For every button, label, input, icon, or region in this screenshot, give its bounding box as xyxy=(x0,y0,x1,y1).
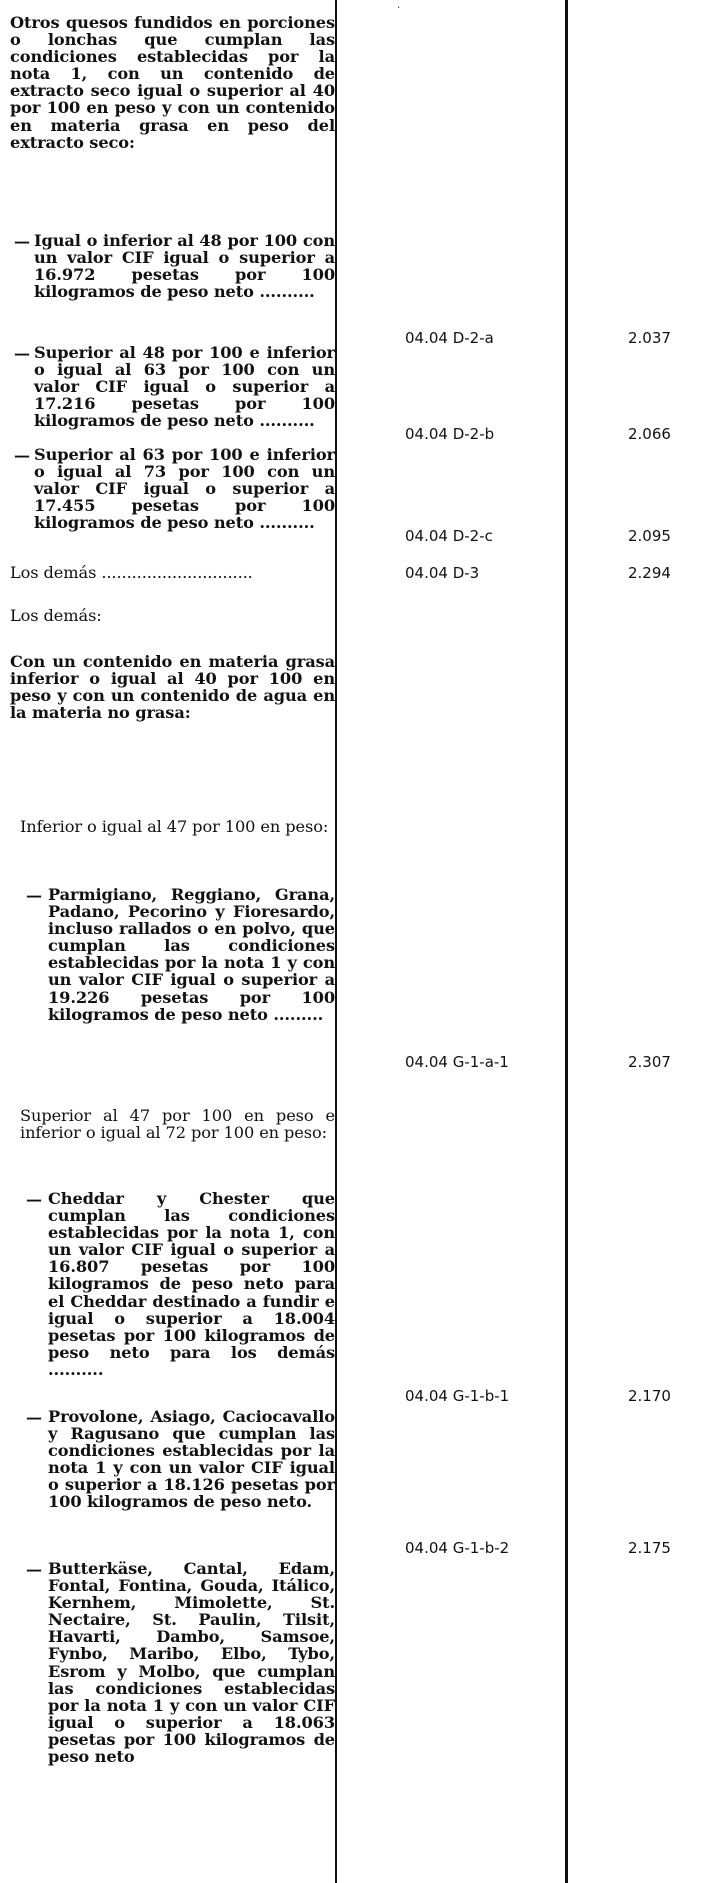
entry-text: Provolone, Asiago, Caciocavallo y Ragusano que cumplan las condiciones establecidas por la nota 1 y con un valor CIF igual o superior a 18.126 pesetas por 100 kilogramos de peso neto. xyxy=(48,1407,335,1512)
entry-text: Otros quesos fundidos en porciones o lonchas que cumplan las condiciones establecidas por la nota 1, con un contenido de extracto seco igual o superior al 40 por 100 en peso y con un contenido en materia grasa en peso del extracto seco: xyxy=(10,13,335,152)
duty-amount: 2.066 xyxy=(628,425,671,443)
entry-igual-inferior-48 xyxy=(34,232,335,300)
tariff-code: 04.04 D-3 xyxy=(405,564,480,582)
entry-text: Inferior o igual al 47 por 100 en peso: xyxy=(20,817,329,836)
tariff-code: 04.04 D-2-a xyxy=(405,329,494,347)
duty-amount: 2.095 xyxy=(628,527,671,545)
entry-text: Cheddar y Chester que cumplan las condiciones establecidas por la nota 1, con un valor CIF igual o superior a 16.807 pesetas por 100 kilogramos de peso neto para el Cheddar destinado a fundir e igual o superior a 18.004 pesetas por 100 kilogramos de peso neto para los demás .......... xyxy=(48,1189,335,1379)
dash-icon: — xyxy=(26,1190,42,1209)
entry-otros-quesos-fundidos xyxy=(10,14,335,151)
column-rule-right xyxy=(565,0,568,1883)
entry-text: Butterkäse, Cantal, Edam, Fontal, Fontina, Gouda, Itálico, Kernhem, Mimolette, St. Nectaire, St. Paulin, Tilsit, Havarti, Dambo, Samsoe, Fynbo, Maribo, Elbo, Tybo, Esrom y Molbo, que cumplan las condiciones establecidas por la nota 1 y con un valor CIF igual o superior a 18.063 pesetas por 100 kilogramos de peso neto xyxy=(48,1559,335,1767)
dash-icon: — xyxy=(14,232,30,251)
entry-text: Superior al 63 por 100 e inferior o igual al 73 por 100 con un valor CIF igual o superior a 17.455 pesetas por 100 kilogramos de peso neto .......... xyxy=(34,445,335,533)
entry-los-demas-heading xyxy=(10,607,335,624)
entry-text: Con un contenido en materia grasa inferior o igual al 40 por 100 en peso y con un contenido de agua en la materia no grasa: xyxy=(10,652,335,723)
entry-los-demas xyxy=(10,564,335,581)
duty-amount: 2.175 xyxy=(628,1539,671,1557)
entry-superior-63 xyxy=(34,446,335,531)
tariff-code: 04.04 G-1-b-2 xyxy=(405,1539,510,1557)
duty-amount: 2.037 xyxy=(628,329,671,347)
entry-text: Los demás: xyxy=(10,606,102,625)
dash-icon: — xyxy=(26,886,42,905)
entry-parmigiano xyxy=(48,886,335,1023)
entry-text: Superior al 47 por 100 en peso e inferior o igual al 72 por 100 en peso: xyxy=(20,1106,335,1143)
entry-superior-47 xyxy=(20,1107,335,1141)
entry-text: Superior al 48 por 100 e inferior o igual al 63 por 100 con un valor CIF igual o superior a 17.216 pesetas por 100 kilogramos de peso neto .......... xyxy=(34,343,335,431)
duty-amount: 2.170 xyxy=(628,1387,671,1405)
entry-superior-48 xyxy=(34,344,335,429)
entry-text: Igual o inferior al 48 por 100 con un valor CIF igual o superior a 16.972 pesetas por 100 kilogramos de peso neto .......... xyxy=(34,231,335,302)
duty-amount: 2.294 xyxy=(628,564,671,582)
entry-butterkase xyxy=(48,1560,335,1765)
dash-icon: — xyxy=(14,446,30,465)
column-rule-left xyxy=(335,0,337,1883)
top-mark: . xyxy=(397,0,401,11)
entry-contenido-materia-grasa xyxy=(10,653,335,721)
tariff-code: 04.04 D-2-b xyxy=(405,425,495,443)
entry-inferior-47 xyxy=(20,818,335,835)
tariff-code: 04.04 G-1-b-1 xyxy=(405,1387,510,1405)
dash-icon: — xyxy=(26,1560,42,1579)
entry-cheddar xyxy=(48,1190,335,1378)
entry-text: Los demás .............................. xyxy=(10,563,253,582)
dash-icon: — xyxy=(26,1408,42,1427)
entry-text: Parmigiano, Reggiano, Grana, Padano, Pecorino y Fioresardo, incluso rallados o en polvo, que cumplan las condiciones establecidas por la nota 1 y con un valor CIF igual o superior a 19.226 pesetas por 100 kilogramos de peso neto ......... xyxy=(48,885,335,1024)
tariff-code: 04.04 D-2-c xyxy=(405,527,493,545)
tariff-code: 04.04 G-1-a-1 xyxy=(405,1053,509,1071)
entry-provolone xyxy=(48,1408,335,1511)
duty-amount: 2.307 xyxy=(628,1053,671,1071)
dash-icon: — xyxy=(14,344,30,363)
